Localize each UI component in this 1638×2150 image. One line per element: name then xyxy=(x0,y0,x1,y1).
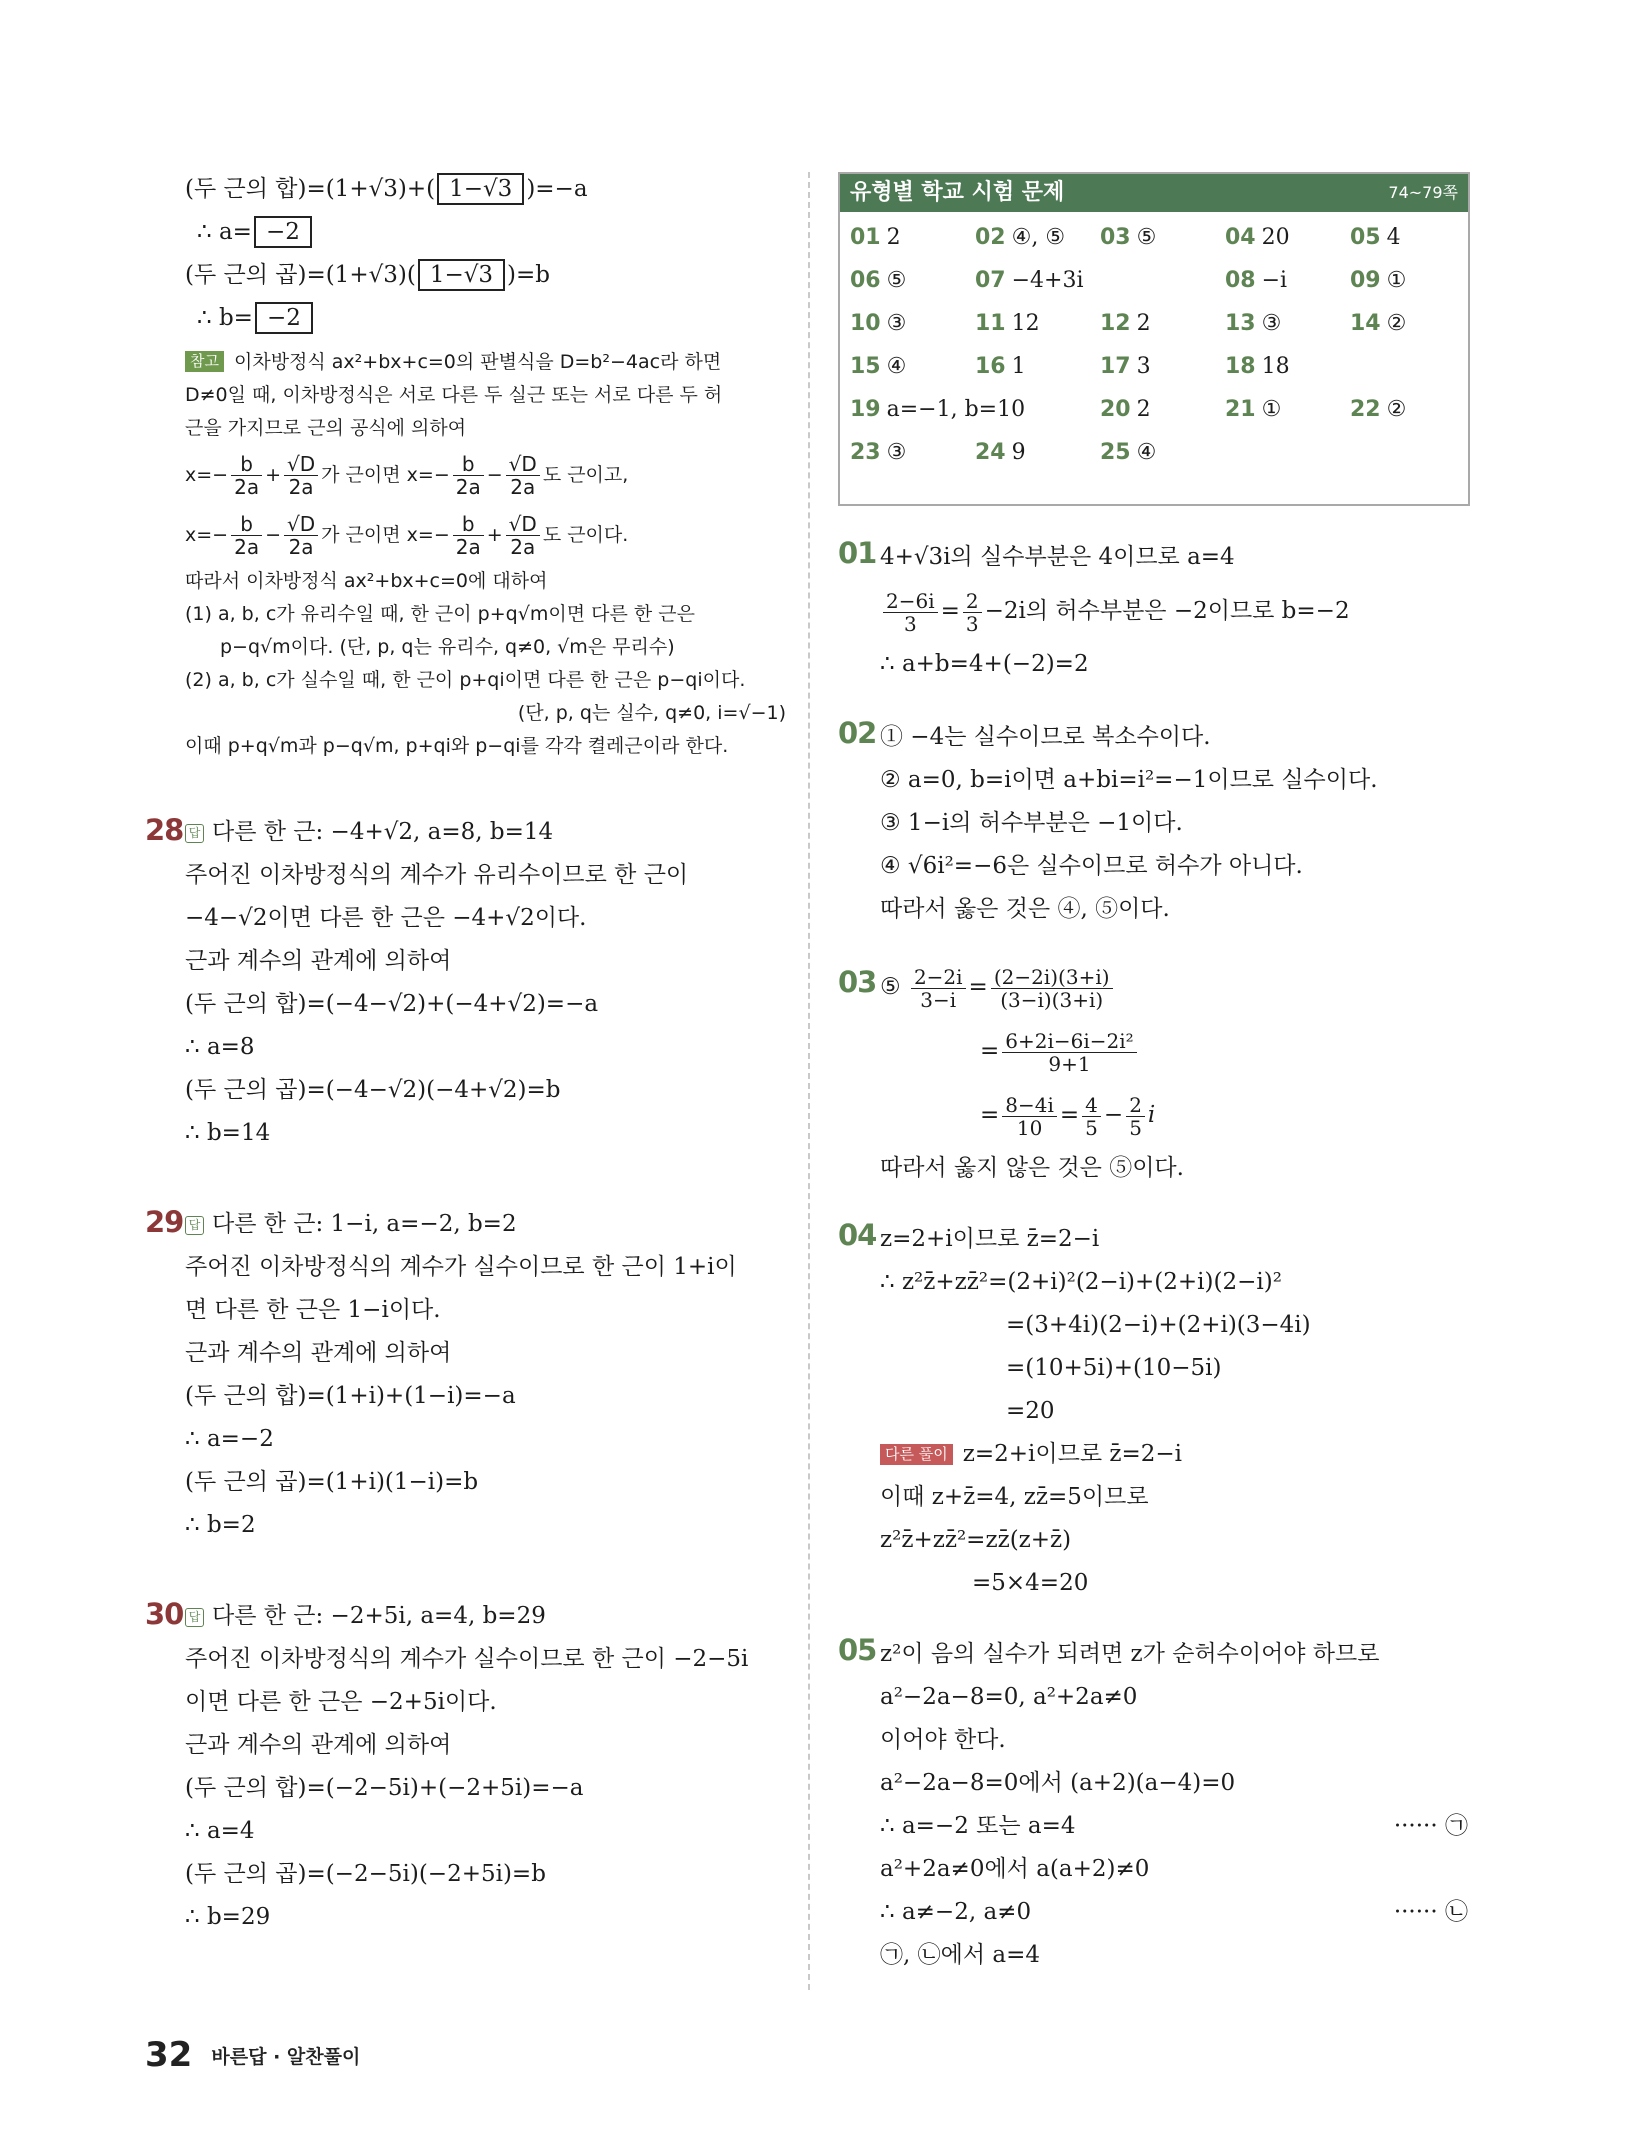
answer-value: 12 xyxy=(1011,311,1040,336)
answer-icon: 답 xyxy=(185,1608,204,1627)
answer-number: 19 xyxy=(850,397,881,422)
question-number: 04 xyxy=(838,1218,877,1252)
right-column xyxy=(838,536,1478,1977)
answer-number: 11 xyxy=(975,311,1006,336)
answer-item xyxy=(975,431,1026,474)
answer-box: 1−√3 xyxy=(418,259,505,291)
quadratic-formula-line: x=− $\frac{b}{2a}$ + $\frac{√D}{2a}$ 가 근이면 x=− $\frac{b}{2a}$ − $\frac{√D}{2a}$ 도 근이고, xyxy=(185,452,629,499)
left-column xyxy=(145,168,790,1939)
answer-item xyxy=(1350,259,1406,302)
answer-item xyxy=(850,302,906,345)
answer-item xyxy=(1225,259,1287,302)
answer-table-header: 유형별 학교 시험 문제 74~79쪽 xyxy=(840,174,1468,212)
column-divider xyxy=(808,172,810,1990)
answer-item xyxy=(850,216,901,259)
answer-number: 10 xyxy=(850,311,881,336)
quadratic-formula-line: x=− $\frac{b}{2a}$ − $\frac{√D}{2a}$ 가 근이면 x=− $\frac{b}{2a}$ + $\frac{√D}{2a}$ 도 근이다. xyxy=(185,512,629,559)
answer-value: 18 xyxy=(1261,354,1290,379)
answer-number: 02 xyxy=(975,225,1006,250)
answer-value: ③ xyxy=(1261,311,1282,336)
answer-item xyxy=(1100,388,1151,431)
answer-item xyxy=(975,302,1040,345)
a-line: ∴ a= −2 xyxy=(185,211,790,254)
answer-item xyxy=(1100,345,1151,388)
solution-30: 30 답 다른 한 근: −2+5i, a=4, b=29 주어진 이차방정식의 계수가 실수이므로 한 근이 −2−5i 이면 다른 한 근은 −2+5i이다. 근과 계수의 관계에 의하여 (두 근의 합)=(−2−5i)+(−2+5i)=−a ∴ a=4 (두 근의 곱)=(−2−5i)(−2+5i)=b ∴ b=29 xyxy=(145,1597,749,1930)
product-line: (두 근의 곱)=(1+√3)( 1−√3 )=b xyxy=(185,254,790,297)
answer-value: ② xyxy=(1386,311,1407,336)
page-number: 32 xyxy=(145,2035,193,2075)
answer-number: 03 xyxy=(1100,225,1131,250)
b-line: ∴ b= −2 xyxy=(185,297,790,340)
question-number: 28 xyxy=(145,813,184,847)
answer-row xyxy=(840,388,1468,431)
question-number: 29 xyxy=(145,1205,184,1239)
answer-number: 21 xyxy=(1225,397,1256,422)
answer-icon: 답 xyxy=(185,1216,204,1235)
answer-number: 15 xyxy=(850,354,881,379)
answer-value: 3 xyxy=(1136,354,1151,379)
answer-value: 2 xyxy=(1136,397,1151,422)
question-number: 03 xyxy=(838,965,877,999)
answer-item xyxy=(975,216,1065,259)
answer-item xyxy=(1225,345,1290,388)
page-footer xyxy=(145,2035,360,2075)
answer-item xyxy=(850,431,906,474)
answer-item xyxy=(850,345,906,388)
answer-icon: 답 xyxy=(185,824,204,843)
answer-item xyxy=(850,388,1025,431)
answer-item xyxy=(850,259,906,302)
solution-02: 02 ① −4는 실수이므로 복소수이다. ② a=0, b=i이면 a+bi=i²=−1이므로 실수이다. ③ 1−i의 허수부분은 −1이다. ④ √6i²=−6은 실수이므로 허수가 아니다. 따라서 옳은 것은 ④, ⑤이다. xyxy=(838,716,1378,922)
answer-rows xyxy=(840,212,1468,474)
answer-number: 04 xyxy=(1225,225,1256,250)
answer-item xyxy=(1350,388,1406,431)
equation-marker: ······ ㉡ xyxy=(1393,1899,1468,1925)
question-number: 01 xyxy=(838,536,877,570)
answer-box: −2 xyxy=(254,216,312,248)
answer-box: −2 xyxy=(255,302,313,334)
answer-item xyxy=(975,259,1084,302)
answer-number: 16 xyxy=(975,354,1006,379)
answer-number: 24 xyxy=(975,440,1006,465)
answer-value: −4+3i xyxy=(1011,268,1084,293)
answer-number: 22 xyxy=(1350,397,1381,422)
answer-value: ④ xyxy=(886,354,907,379)
answer-item xyxy=(1225,216,1290,259)
answer-item xyxy=(1100,431,1156,474)
answer-row xyxy=(840,302,1468,345)
answer-value: 2 xyxy=(1136,311,1151,336)
note-tag: 참고 xyxy=(185,351,224,372)
answer-item xyxy=(1100,302,1151,345)
answer-row xyxy=(840,259,1468,302)
answer-value: ① xyxy=(1386,268,1407,293)
answer-number: 05 xyxy=(1350,225,1381,250)
answer-value: ③ xyxy=(886,440,907,465)
answer-number: 13 xyxy=(1225,311,1256,336)
equation-marker: ······ ㉠ xyxy=(1393,1813,1468,1839)
answer-number: 17 xyxy=(1100,354,1131,379)
solution-05: 05 z²이 음의 실수가 되려면 z가 순허수이어야 하므로 a²−2a−8=0, a²+2a≠0 이어야 한다. a²−2a−8=0에서 (a+2)(a−4)=0 ∴ a=−2 또는 a=4 ······ ㉠ a²+2a≠0에서 a(a+2)≠0 ∴ a≠−2, a≠0 ······ ㉡ ㉠, ㉡에서 a=4 xyxy=(838,1633,1468,1968)
answer-number: 23 xyxy=(850,440,881,465)
reference-note: 참고 이차방정식 ax²+bx+c=0의 판별식을 D=b²−4ac라 하면 D≠0일 때, 이차방정식은 서로 다른 두 실근 또는 서로 다른 두 허 근을 가지므로 근의 공식에 의하여 x=− $\frac{b}{2a}$ + $\frac{√D}{2a}$ 가 근이면 x=− $\frac{b}{2a}$ − $\frac{√D}{2a}$ 도 근이고, x=− $\frac{b}{2a}$ − $\frac{√D}{2a}$ 가 근이면 x=− $\frac{b}{2a}$ + $\frac{√D}{2a}$ 도 근이다. 따라서 이차방정식 ax²+bx+c=0에 대하여 (1) a, b, c가 유리수일 때, 한 근이 p+q√m이면 다른 한 근은 p−q√m이다. (단, p, q는 유리수, q≠0, √m은 무리수) (2) a, b, c가 실수일 때, 한 근이 p+qi이면 다른 한 근은 p−qi이다. (단, p, q는 실수, q≠0, i=√−1) 이때 p+q√m과 p−q√m, p+qi와 p−qi를 각각 켤레근이라 한다. xyxy=(185,346,790,763)
answer-number: 06 xyxy=(850,268,881,293)
answer-row xyxy=(840,216,1468,259)
solution-28: 28 답 다른 한 근: −4+√2, a=8, b=14 주어진 이차방정식의 계수가 유리수이므로 한 근이 −4−√2이면 다른 한 근은 −4+√2이다. 근과 계수의 관계에 의하여 (두 근의 합)=(−4−√2)+(−4+√2)=−a ∴ a=8 (두 근의 곱)=(−4−√2)(−4+√2)=b ∴ b=14 xyxy=(145,813,689,1146)
answer-number: 25 xyxy=(1100,440,1131,465)
answer-value: 2 xyxy=(886,225,901,250)
answer-value: ⑤ xyxy=(1136,225,1157,250)
alt-solution-tag: 다른 풀이 xyxy=(880,1444,953,1465)
answer-value: ⑤ xyxy=(886,268,907,293)
answer-number: 08 xyxy=(1225,268,1256,293)
question-number: 05 xyxy=(838,1633,877,1667)
answer-item xyxy=(1225,388,1281,431)
solution-03: 03 ⑤ $\frac{2-2i}{3-i}$ = $\frac{(2-2i)(3+i)}{(3-i)(3+i)}$ = $\frac{\text{6+2i−6i−2i²}}{9+1}$ = $\frac{8-4i}{10}$ = $\frac{4}{5}$ − $\frac{2}{5}$ i 따라서 옳지 않은 것은 ⑤이다. xyxy=(838,964,1184,1181)
answer-value: ④ xyxy=(1136,440,1157,465)
answer-value: a=−1, b=10 xyxy=(886,397,1026,422)
answer-value: ④, ⑤ xyxy=(1011,225,1066,250)
answer-value: ③ xyxy=(886,311,907,336)
answer-item xyxy=(1350,302,1406,345)
answer-row xyxy=(840,431,1468,474)
answer-number: 12 xyxy=(1100,311,1131,336)
answer-row xyxy=(840,345,1468,388)
page-range: 74~79쪽 xyxy=(1388,183,1458,202)
answer-value: 1 xyxy=(1011,354,1026,379)
answer-number: 14 xyxy=(1350,311,1381,336)
answer-number: 20 xyxy=(1100,397,1131,422)
answer-value: −i xyxy=(1261,268,1288,293)
answer-number: 18 xyxy=(1225,354,1256,379)
answer-table xyxy=(838,172,1470,506)
answer-item xyxy=(1225,302,1281,345)
answer-number: 01 xyxy=(850,225,881,250)
solution-29: 29 답 다른 한 근: 1−i, a=−2, b=2 주어진 이차방정식의 계수가 실수이므로 한 근이 1+i이 면 다른 한 근은 1−i이다. 근과 계수의 관계에 의하여 (두 근의 합)=(1+i)+(1−i)=−a ∴ a=−2 (두 근의 곱)=(1+i)(1−i)=b ∴ b=2 xyxy=(145,1205,737,1538)
answer-value: 20 xyxy=(1261,225,1290,250)
answer-item xyxy=(975,345,1026,388)
answer-value: ① xyxy=(1261,397,1282,422)
answer-item xyxy=(1350,216,1401,259)
answer-number: 07 xyxy=(975,268,1006,293)
solution-01: 01 4+√3i의 실수부분은 4이므로 a=4 $\frac{2-6i}{3}$ = $\frac{2}{3}$ −2i의 허수부분은 −2이므로 b=−2 ∴ a+b=4+(−2)=2 xyxy=(838,536,1350,677)
question-number: 30 xyxy=(145,1597,184,1631)
answer-value: 4 xyxy=(1386,225,1401,250)
answer-number: 09 xyxy=(1350,268,1381,293)
sum-line: (두 근의 합)=(1+√3)+( 1−√3 )=−a xyxy=(185,168,790,211)
answer-value: ② xyxy=(1386,397,1407,422)
book-title: 바른답 · 알찬풀이 xyxy=(211,2045,361,2068)
answer-box: 1−√3 xyxy=(437,173,524,205)
answer-value: 9 xyxy=(1011,440,1026,465)
solution-04: 04 z=2+i이므로 z̄=2−i ∴ z²z̄+zz̄²=(2+i)²(2−i)+(2+i)(2−i)² =(3+4i)(2−i)+(2+i)(3−4i) =(10+5i)+(10−5i) =20 다른 풀이 z=2+i이므로 z̄=2−i 이때 z+z̄=4, zz̄=5이므로 z²z̄+zz̄²=zz̄(z+z̄) =5×4=20 xyxy=(838,1218,1311,1596)
answer-item xyxy=(1100,216,1156,259)
question-number: 02 xyxy=(838,716,877,750)
